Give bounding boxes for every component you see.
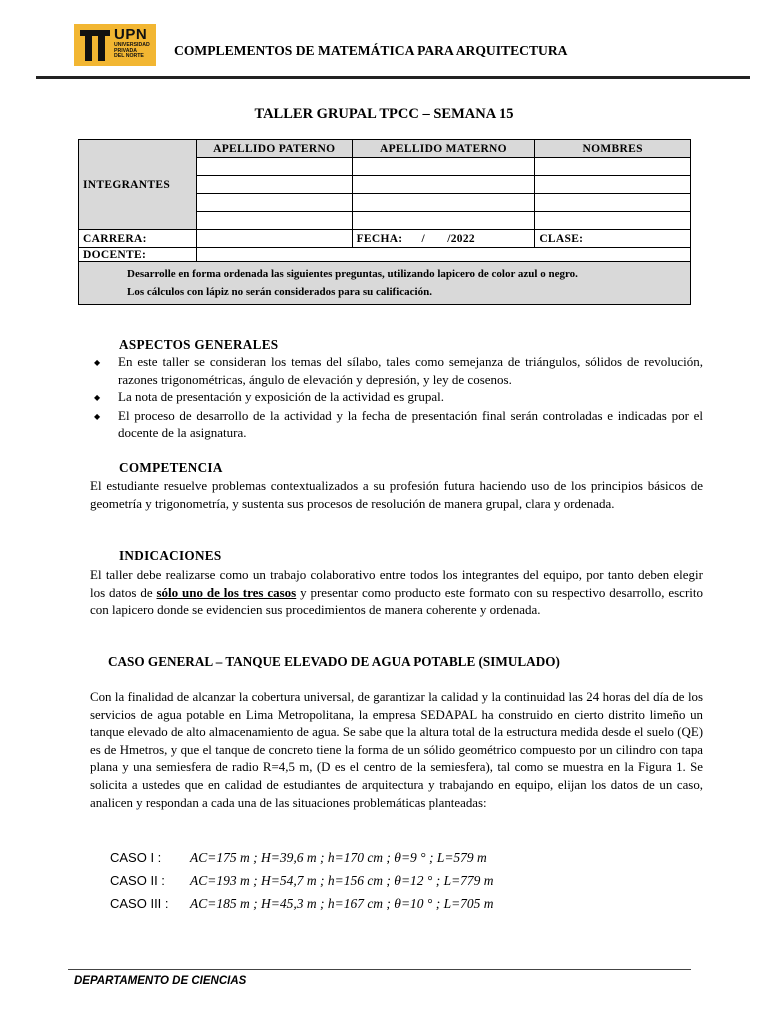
member-2-paterno[interactable] — [196, 176, 352, 194]
member-3-nombres[interactable] — [535, 194, 691, 212]
header-apellido-paterno: APELLIDO PATERNO — [196, 140, 352, 158]
carrera-field[interactable] — [196, 230, 352, 248]
indicaciones-title: INDICACIONES — [119, 548, 222, 563]
docente-field[interactable] — [196, 248, 690, 262]
member-1-paterno[interactable] — [196, 158, 352, 176]
logo-subtitle: UNIVERSIDAD PRIVADA DEL NORTE — [114, 42, 150, 60]
member-4-paterno[interactable] — [196, 212, 352, 230]
student-form-table — [78, 139, 691, 305]
footer-department: DEPARTAMENTO DE CIENCIAS — [74, 975, 247, 987]
aspectos-title: ASPECTOS GENERALES — [119, 337, 279, 352]
caso-row: CASO II : AC=193 m ; H=54,7 m ; h=156 cm ; θ=12 ° ; L=779 m — [110, 872, 494, 888]
integrantes-label: INTEGRANTES — [79, 140, 197, 230]
header-nombres: NOMBRES — [535, 140, 691, 158]
bullet-icon: ◆ — [94, 358, 101, 367]
checkbox-icon — [101, 265, 127, 283]
bullet-icon: ◆ — [94, 411, 101, 421]
member-4-nombres[interactable] — [535, 212, 691, 230]
list-item: ◆ En este taller se consideran los temas del sílabo, tales como semejanza de triángulos, sólidos de revolución, razones trigonométricas, ángulo de elevación y depresión, y ley de cosenos. — [94, 354, 703, 387]
header-divider — [36, 76, 750, 79]
competencia-title: COMPETENCIA — [119, 460, 223, 475]
aspectos-list — [94, 353, 703, 442]
course-title: COMPLEMENTOS DE MATEMÁTICA PARA ARQUITECTURA — [174, 43, 568, 58]
caso-general-title: CASO GENERAL – TANQUE ELEVADO DE AGUA POTABLE (SIMULADO) — [108, 654, 560, 669]
instruction-item: Desarrolle en forma ordenada las siguientes preguntas, utilizando lapicero de color azul o negro. — [101, 265, 690, 283]
caso-row: CASO III : AC=185 m ; H=45,3 m ; h=167 cm ; θ=10 ° ; L=705 m — [110, 895, 494, 911]
upn-logo-icon — [78, 27, 112, 63]
footer-divider — [68, 969, 691, 970]
member-3-paterno[interactable] — [196, 194, 352, 212]
checkbox-icon — [101, 283, 127, 301]
upn-logo — [74, 24, 156, 66]
fecha-field[interactable]: FECHA: / /2022 — [352, 230, 535, 248]
document-title: TALLER GRUPAL TPCC – SEMANA 15 — [254, 106, 514, 122]
logo-text: UPN — [114, 26, 148, 43]
bullet-icon: ◆ — [94, 393, 101, 403]
competencia-text: El estudiante resuelve problemas contextualizados a su profesión futura haciendo uso de los principios básicos de geometría y trigonometría, y sustenta sus procesos de resolución de manera grupal, clara y ordenada. — [90, 478, 703, 511]
emphasis-text: sólo uno de los tres casos — [156, 584, 297, 600]
member-3-materno[interactable] — [352, 194, 535, 212]
caso-row: CASO I : AC=175 m ; H=39,6 m ; h=170 cm ; θ=9 ° ; L=579 m — [110, 849, 487, 865]
member-2-nombres[interactable] — [535, 176, 691, 194]
header-apellido-materno: APELLIDO MATERNO — [352, 140, 535, 158]
casos-list — [110, 846, 494, 915]
instructions-box — [79, 262, 691, 305]
caso-general-text: Con la finalidad de alcanzar la cobertura universal, de garantizar la calidad y la continuidad las 24 horas del día de los servicios de agua potable en Lima Metropolitana, la empresa SEDAPAL ha construido en cierto distrito limeño un tanque elevado de alto almacenamiento de agua. Se sabe que la altura total de la estructura medida desde el suelo (QE) es de Hmetros, y que el tanque de concreto tiene la forma de un sólido geométrico compuesto por un cilindro con tapa plana y una semiesfera de radio R=4,5 m, (D es el centro de la semiesfera), tal como se muestra en la Figura 1. Se solicita a ustedes que en calidad de estudiantes de arquitectura y trabajando en equipo, elijan los datos de un caso, analicen y respondan a cada una de las situaciones problemáticas planteadas: — [90, 690, 703, 810]
docente-label: DOCENTE: — [79, 248, 197, 262]
member-1-nombres[interactable] — [535, 158, 691, 176]
carrera-label: CARRERA: — [79, 230, 197, 248]
instruction-item: Los cálculos con lápiz no serán considerados para su calificación. — [101, 283, 690, 301]
indicaciones-text: El taller debe realizarse como un trabajo colaborativo entre todos los integrantes del equipo, por tanto deben elegir los datos de sólo uno de los tres casos y presentar como producto este formato con su respectivo desarrollo, escrito con lapicero donde se evidencien sus procedimientos de manera coherente y ordenada. — [90, 567, 704, 618]
list-item: ◆ La nota de presentación y exposición de la actividad es grupal. — [94, 388, 703, 407]
member-4-materno[interactable] — [352, 212, 535, 230]
list-item: ◆ El proceso de desarrollo de la actividad y la fecha de presentación final serán controladas e indicadas por el docente de la asignatura. — [94, 407, 703, 441]
member-2-materno[interactable] — [352, 176, 535, 194]
clase-field[interactable]: CLASE: — [535, 230, 691, 248]
member-1-materno[interactable] — [352, 158, 535, 176]
